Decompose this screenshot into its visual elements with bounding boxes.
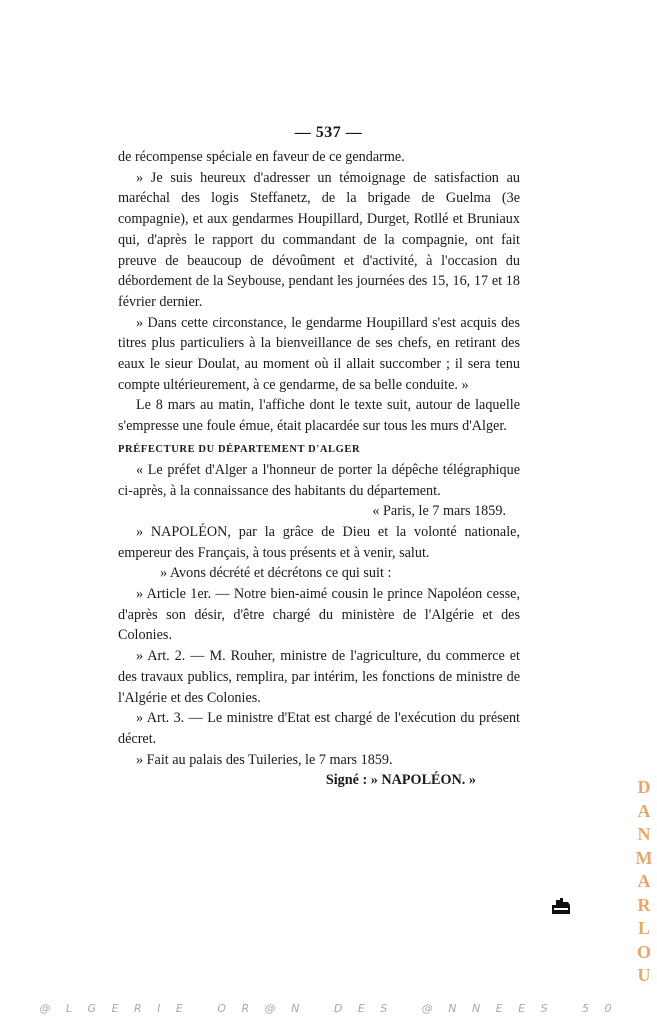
page-number: — 537 — — [294, 124, 363, 141]
stamp-letter: L — [637, 918, 650, 938]
paragraph: » NAPOLÉON, par la grâce de Dieu et la volonté nationale, empereur des Français, à tous présents et à venir, salut. — [118, 523, 520, 561]
paragraph: » Art. 2. — M. Rouher, ministre de l'agriculture, du commerce et des travaux publics, remplira, par intérim, les fonctions de ministre de l'Algérie et des Colonies. — [118, 648, 520, 706]
stamp-letter: N — [637, 824, 651, 844]
paragraph: » Dans cette circonstance, le gendarme Houpillard s'est acquis des titres plus particuliers à la bienveillance de ses chefs, en retirant des eaux le sieur Doulat, au moment où il allait succomber ; il sera tenu compte ultérieurement, à ce gendarme, de sa belle conduite. » — [118, 314, 520, 393]
stamp-letter: R — [637, 894, 651, 915]
section-heading: PRÉFECTURE DU DÉPARTEMENT D'ALGER — [118, 443, 361, 455]
dateline: « Paris, le 7 mars 1859. — [372, 503, 506, 520]
pointing-hand-icon — [550, 896, 572, 916]
stamp-letter: O — [636, 941, 651, 962]
paragraph: Le 8 mars au matin, l'affiche dont le texte suit, autour de laquelle s'empresse une foule émue, était placardée sur tous les murs d'Alger. — [118, 397, 520, 435]
paragraph: » Avons décrété et décrétons ce qui suit : — [160, 565, 392, 582]
paragraph: » Fait au palais des Tuileries, le 7 mars 1859. — [136, 751, 393, 768]
paragraph: » Article 1er. — Notre bien-aimé cousin le prince Napoléon cesse, d'après son désir, d'être chargé du ministère de l'Algérie et des Colonies. — [118, 586, 520, 644]
paragraph: » Je suis heureux d'adresser un témoignage de satisfaction au maréchal des logis Steffanetz, de la brigade de Guelma (3e compagnie), et aux gendarmes Houpillard, Durget, Rotllé et Bruniaux qui, d'après le rapport du commandant de la compagnie, ont fait preuve de beaucoup de dévoûment et d'activité, à l'occasion du débordement de la Seybouse, pendant les journées des 15, 16, 17 et 18 février dernier. — [118, 169, 520, 310]
stamp-letter: A — [637, 800, 651, 821]
paragraph: de récompense spéciale en faveur de ce gendarme. — [118, 149, 405, 165]
vertical-stamp — [634, 776, 654, 988]
paragraph: » Art. 3. — Le ministre d'Etat est chargé de l'exécution du présent décret. — [118, 710, 520, 747]
footer-watermark: @ L G E R I E O R @ N D E S @ N N E E S 5 0 — [39, 1002, 618, 1015]
paragraph: « Le préfet d'Alger a l'honneur de porter la dépêche télégraphique ci-après, à la connaissance des habitants du département. — [118, 461, 520, 499]
stamp-letter: D — [637, 777, 651, 797]
stamp-letter: M — [635, 847, 653, 868]
text-block — [118, 147, 520, 791]
stamp-letter: U — [637, 965, 651, 985]
stamp-letter: A — [637, 871, 651, 891]
signature: Signé : » NAPOLÉON. » — [325, 772, 476, 789]
